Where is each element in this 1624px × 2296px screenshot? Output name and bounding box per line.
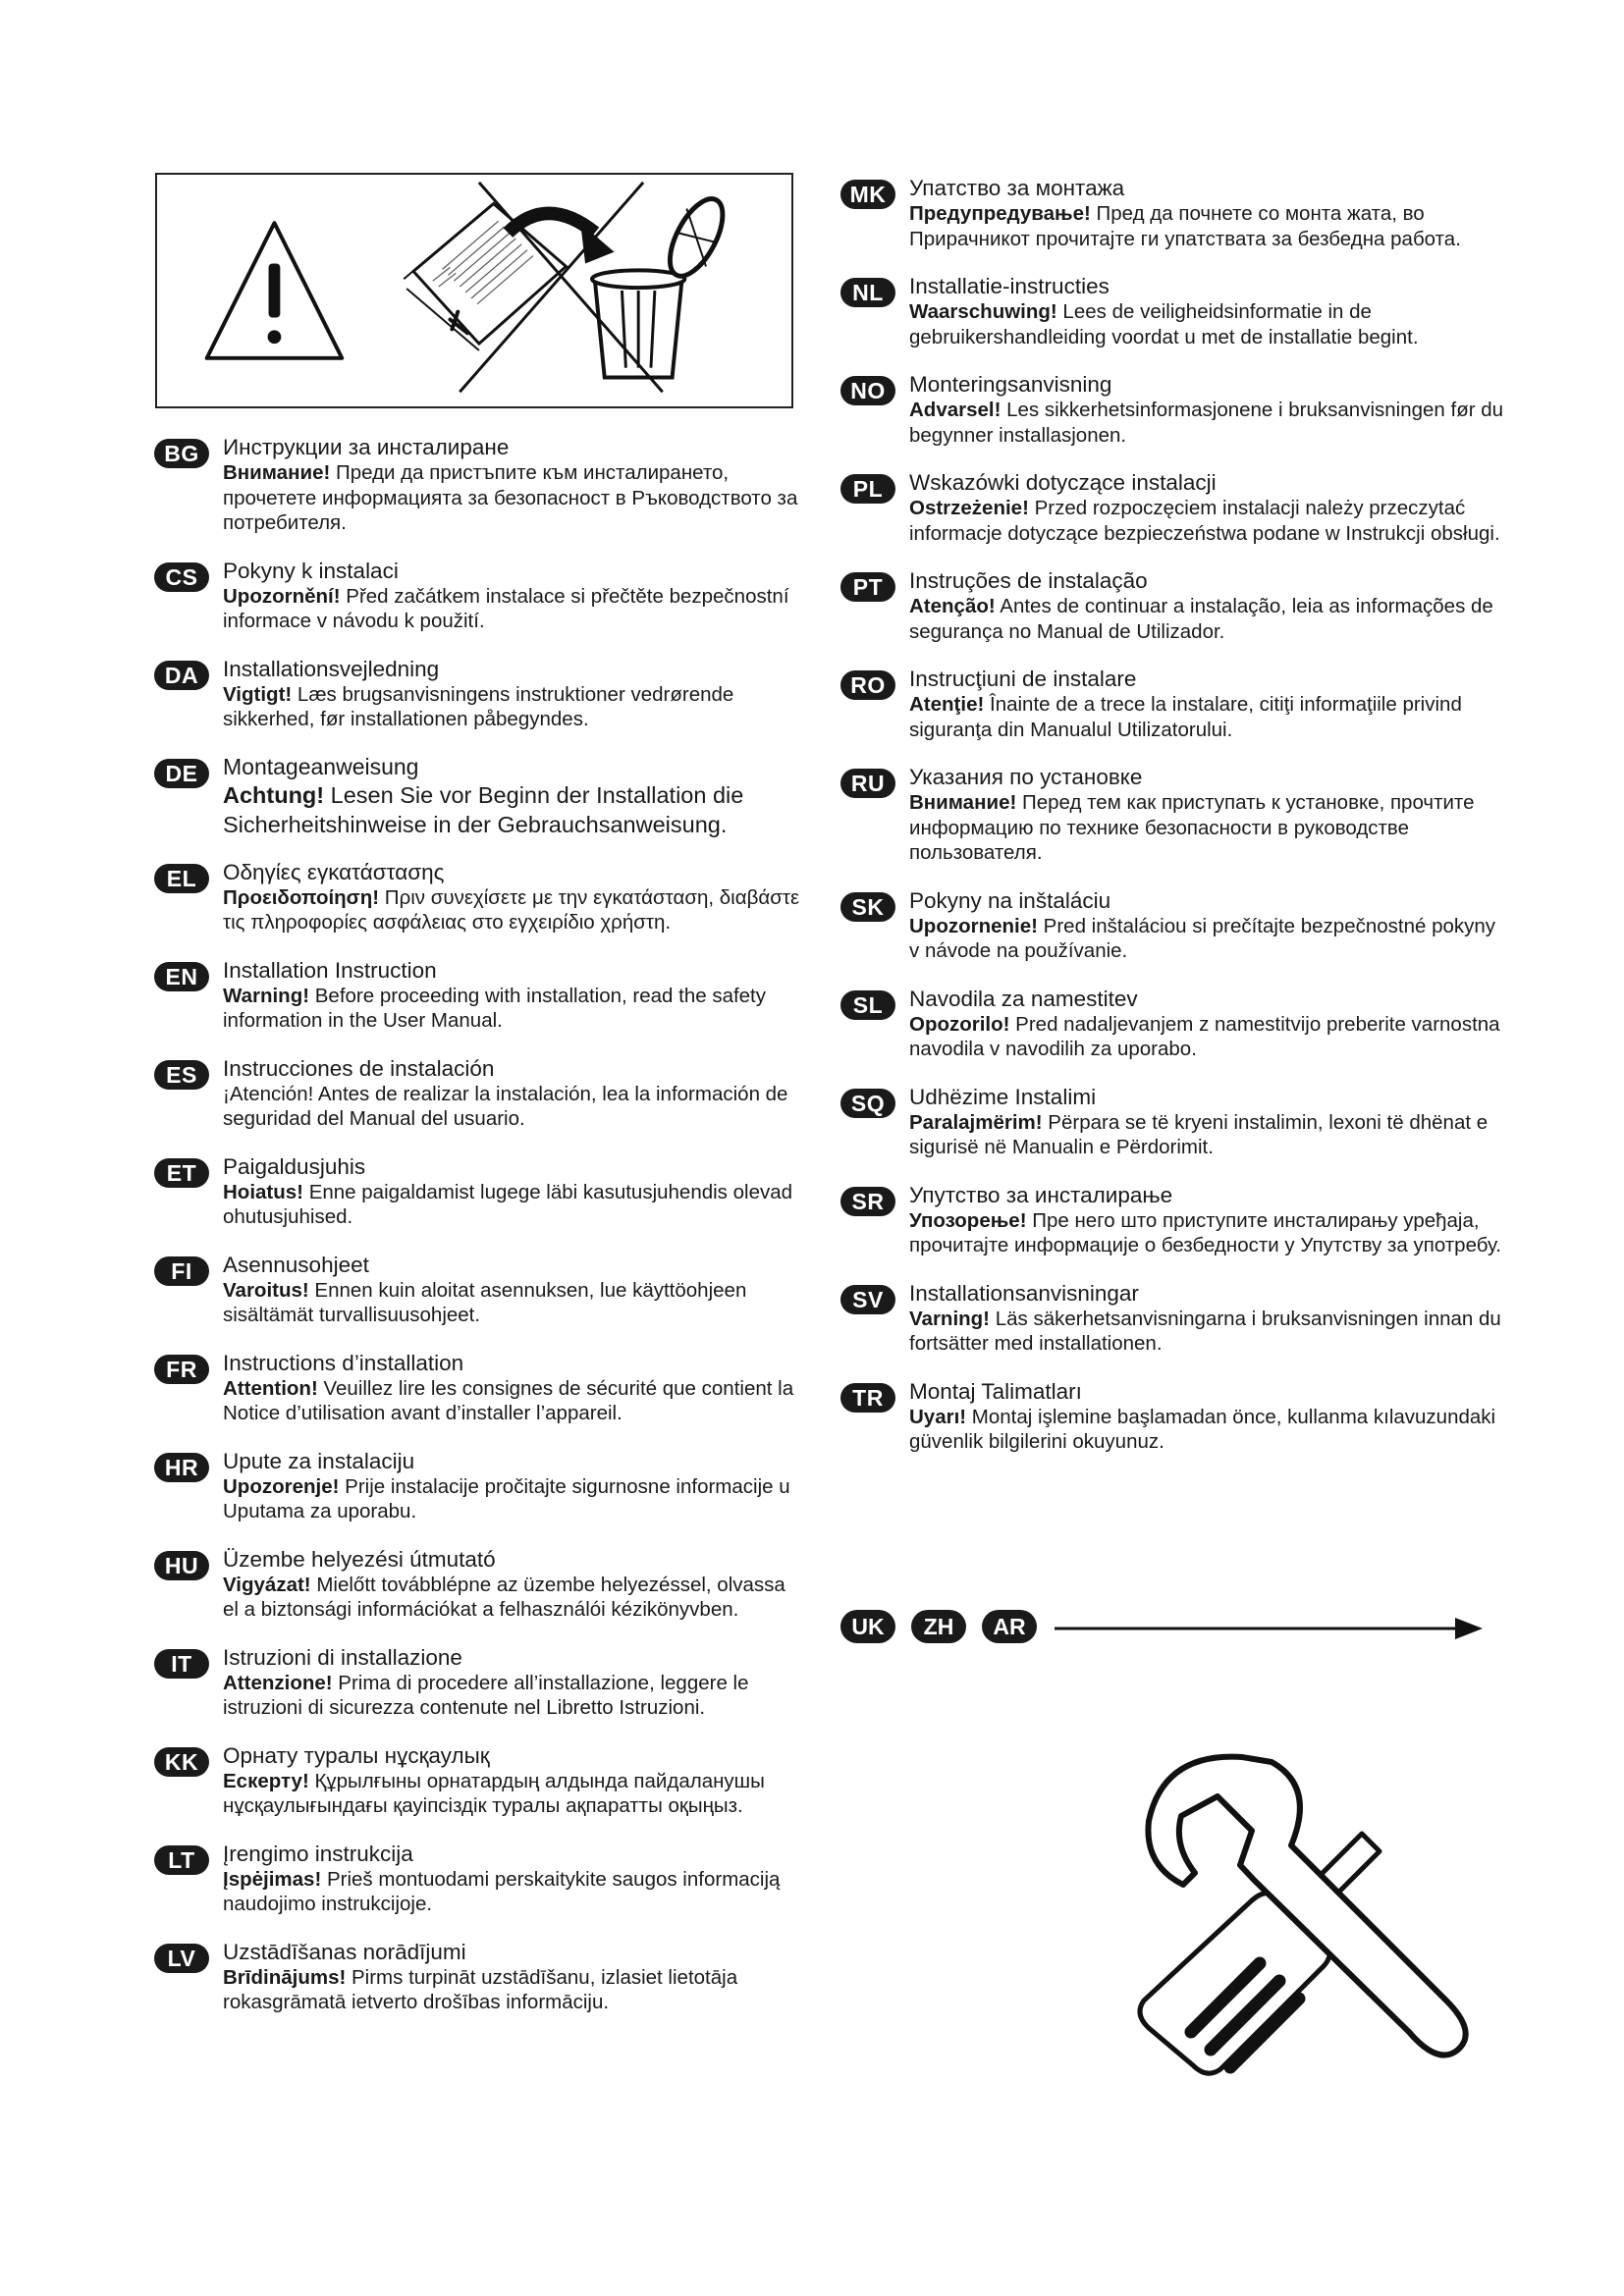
arrow-right-icon xyxy=(1055,1607,1487,1650)
instruction-entry-sl xyxy=(840,986,1508,1062)
instruction-entry-ro xyxy=(840,666,1508,742)
lang-badge-en: EN xyxy=(154,962,209,991)
instruction-entry-kk xyxy=(154,1742,802,1819)
instruction-entry-da xyxy=(154,656,802,732)
lang-badge-fr: FR xyxy=(154,1355,209,1384)
entry-body xyxy=(909,1110,1508,1160)
entry-body xyxy=(223,1671,802,1721)
other-languages xyxy=(840,1607,1489,1652)
trash-bin-icon xyxy=(592,190,733,377)
entry-title: Указания по установке xyxy=(909,765,1143,789)
entry-body xyxy=(223,1573,802,1623)
warning-lead: Opozorilo! xyxy=(909,1012,1010,1036)
entry-body xyxy=(909,496,1508,546)
instructions-right-column xyxy=(840,175,1508,1455)
warning-text: Πριν συνεχίσετε με την εγκατάσταση, διαβάστε τις πληροφορίες ασφάλειας στο εγχειρίδιο χρήστη. xyxy=(223,885,800,934)
entry-body xyxy=(223,1474,802,1524)
lang-badge-hr: HR xyxy=(154,1453,209,1482)
entry-title: Montageanweisung xyxy=(223,753,419,779)
instruction-entry-el xyxy=(154,859,802,935)
warning-lead: Attention! xyxy=(223,1376,318,1400)
instruction-entry-de xyxy=(154,754,802,839)
warning-text: Prije instalacije pročitajte sigurnosne informacije u Uputama za uporabu. xyxy=(223,1474,790,1522)
entry-body xyxy=(909,1307,1508,1357)
instruction-entry-fi xyxy=(154,1252,802,1328)
entry-title: Instruções de instalação xyxy=(909,568,1148,593)
entry-title: Упутство за инсталирање xyxy=(909,1182,1173,1207)
entry-body xyxy=(223,1082,802,1132)
lang-badge-ru: RU xyxy=(840,769,895,798)
lang-badge-sr: SR xyxy=(840,1187,895,1216)
instruction-entry-it xyxy=(154,1644,802,1721)
warning-text: Құрылғыны орнатардың алдында пайдаланушы нұсқаулығындағы қауіпсіздік туралы ақпаратты оқыңыз. xyxy=(223,1769,765,1817)
entry-title: Istruzioni di installazione xyxy=(223,1644,462,1670)
entry-body xyxy=(909,790,1508,866)
warning-text: Преди да пристъпите към инсталирането, прочетете информацията за безопасност в Ръководството за потребителя. xyxy=(223,461,798,534)
warning-lead: Προειδοποίηση! xyxy=(223,885,380,909)
entry-body xyxy=(909,201,1508,251)
entry-body xyxy=(223,1867,802,1917)
warning-text: Mielőtt továbblépne az üzembe helyezéssel, olvassa el a biztonsági információkat a felhasználói kézikönyvben. xyxy=(223,1573,785,1621)
warning-text: Läs säkerhetsanvisningarna i bruksanvisningen innan du fortsätter med installationen. xyxy=(909,1307,1501,1355)
warning-lead: Waarschuwing! xyxy=(909,300,1057,323)
warning-lead: Advarsel! xyxy=(909,399,1001,421)
warning-text: Montaj işlemine başlamadan önce, kullanma kılavuzundaki güvenlik bilgilerini okuyunuz. xyxy=(909,1405,1496,1453)
entry-title: Udhëzime Instalimi xyxy=(909,1084,1097,1109)
instruction-entry-lv xyxy=(154,1939,802,2015)
lang-badge-el: EL xyxy=(154,864,209,893)
warning-lead: Varoitus! xyxy=(223,1278,309,1302)
instruction-entry-et xyxy=(154,1153,802,1230)
instruction-entry-en xyxy=(154,957,802,1034)
instruction-entry-mk xyxy=(840,175,1508,251)
lang-badge-pt: PT xyxy=(840,572,895,602)
entry-title: Asennusohjeet xyxy=(223,1252,369,1277)
warning-text: Antes de continuar a instalação, leia as informações de segurança no Manual de Utilizador. xyxy=(909,595,1493,643)
warning-text: Enne paigaldamist lugege läbi kasutusjuhendis olevad ohutusjuhised. xyxy=(223,1180,793,1228)
warning-lead: Brīdinājums! xyxy=(223,1965,347,1989)
entry-body xyxy=(909,692,1508,742)
lang-badge-bg: BG xyxy=(154,439,209,468)
entry-body xyxy=(223,984,802,1034)
lang-badge-zh: ZH xyxy=(911,1610,966,1643)
instruction-entry-nl xyxy=(840,273,1508,349)
entry-title: Installation Instruction xyxy=(223,957,437,983)
warning-lead: Внимание! xyxy=(909,791,1017,814)
entry-title: Орнату туралы нұсқаулық xyxy=(223,1742,490,1768)
instruction-entry-pt xyxy=(840,567,1508,644)
entry-body xyxy=(223,584,802,634)
warning-lead: Atenção! xyxy=(909,595,996,617)
manual-booklet-icon xyxy=(404,204,566,350)
entry-title: Upute za instalaciju xyxy=(223,1448,415,1473)
entry-body xyxy=(909,1012,1508,1062)
lang-badge-sk: SK xyxy=(840,892,895,922)
lang-badge-de: DE xyxy=(154,759,209,788)
lang-badge-nl: NL xyxy=(840,278,895,307)
entry-title: Uzstādīšanas norādījumi xyxy=(223,1939,466,1964)
entry-title: Οδηγίες εγκατάστασης xyxy=(223,859,445,884)
instruction-entry-no xyxy=(840,371,1508,448)
lang-badge-es: ES xyxy=(154,1060,209,1090)
entry-title: Paigaldusjuhis xyxy=(223,1153,366,1179)
warning-lead: Hoiatus! xyxy=(223,1180,303,1203)
warning-text: Lesen Sie vor Beginn der Installation die Sicherheitshinweise in der Gebrauchsanweisung. xyxy=(223,781,744,837)
entry-title: Monteringsanvisning xyxy=(909,372,1112,397)
entry-body xyxy=(223,885,802,935)
instruction-entry-sv xyxy=(840,1280,1508,1357)
lang-badge-lv: LV xyxy=(154,1944,209,1973)
entry-body xyxy=(223,1376,802,1426)
warning-lead: Ostrzeżenie! xyxy=(909,497,1029,519)
warning-lead: Attenzione! xyxy=(223,1671,333,1694)
lang-badge-sv: SV xyxy=(840,1285,895,1314)
warning-lead: Upozornění! xyxy=(223,584,341,608)
warning-text: Before proceeding with installation, read the safety information in the User Manual. xyxy=(223,984,767,1032)
warning-lead: Uyarı! xyxy=(909,1405,967,1428)
entry-title: Instrucciones de instalación xyxy=(223,1055,495,1081)
warning-lead: Vigtigt! xyxy=(223,682,293,706)
entry-body xyxy=(223,682,802,732)
entry-title: Üzembe helyezési útmutató xyxy=(223,1546,496,1572)
instruction-entry-es xyxy=(154,1055,802,1132)
warning-text: Pirms turpināt uzstādīšanu, izlasiet lietotāja rokasgrāmatā ietverto drošības informāciju. xyxy=(223,1965,738,2013)
warning-text: Læs brugsanvisningens instruktioner vedrørende sikkerhed, før installationen påbegyndes. xyxy=(223,682,734,730)
lang-badge-uk: UK xyxy=(840,1610,895,1643)
instruction-entry-hu xyxy=(154,1546,802,1623)
warning-text: Prima di procedere all’installazione, leggere le istruzioni di sicurezza contenute nel Libretto Istruzioni. xyxy=(223,1671,749,1719)
warning-pictogram xyxy=(155,173,793,408)
entry-body xyxy=(909,1208,1508,1258)
entry-body xyxy=(223,1965,802,2015)
instruction-entry-hr xyxy=(154,1448,802,1524)
instruction-entry-sq xyxy=(840,1084,1508,1160)
wrench-screwdriver-icon xyxy=(1105,1737,1478,2120)
warning-text: Pred nadaljevanjem z namestitvijo preberite varnostna navodila v navodilih za uporabo. xyxy=(909,1012,1500,1060)
warning-text: Înainte de a trece la instalare, citiţi informaţiile privind siguranţa din Manualul Utilizatorului. xyxy=(909,693,1462,741)
warning-lead: Vigyázat! xyxy=(223,1573,311,1596)
warning-lead: Ескерту! xyxy=(223,1769,309,1792)
instruction-entry-tr xyxy=(840,1378,1508,1455)
warning-text: Пред да почнете со монта жата, во Прирачникот прочитајте ги упатствата за безбедна работа. xyxy=(909,202,1461,250)
instruction-entry-lt xyxy=(154,1841,802,1917)
warning-lead: Warning! xyxy=(223,984,310,1007)
entry-body xyxy=(909,299,1508,349)
warning-lead: Внимание! xyxy=(223,461,331,484)
warning-text: Les sikkerhetsinformasjonene i bruksanvisningen før du begynner installasjonen. xyxy=(909,399,1504,447)
entry-body xyxy=(909,398,1508,448)
warning-text: Përpara se të kryeni instalimin, lexoni të dhënat e sigurisë në Manualin e Përdorimit. xyxy=(909,1110,1489,1158)
warning-text: Lees de veiligheidsinformatie in de gebruikershandleiding voordat u met de installatie begint. xyxy=(909,300,1419,348)
entry-title: Instrucţiuni de instalare xyxy=(909,667,1137,691)
lang-badge-pl: PL xyxy=(840,474,895,504)
lang-badge-fi: FI xyxy=(154,1256,209,1286)
entry-body xyxy=(223,1180,802,1230)
warning-text: ¡Atención! Antes de realizar la instalación, lea la información de seguridad del Manual del usuario. xyxy=(223,1082,788,1130)
warning-lead: Предупредување! xyxy=(909,202,1091,225)
crossed-manual-bin-icon xyxy=(157,175,791,406)
warning-lead: Atenţie! xyxy=(909,693,985,716)
entry-title: Wskazówki dotyczące instalacji xyxy=(909,470,1217,495)
entry-title: Pokyny na inštaláciu xyxy=(909,887,1111,913)
entry-title: Упатство за монтажа xyxy=(909,176,1125,200)
warning-lead: Upozorenje! xyxy=(223,1474,340,1498)
warning-text: Ennen kuin aloitat asennuksen, lue käyttöohjeen sisältämät turvallisuusohjeet. xyxy=(223,1278,747,1326)
lang-badge-kk: KK xyxy=(154,1747,209,1777)
instruction-entry-sr xyxy=(840,1182,1508,1258)
entry-title: Pokyny k instalaci xyxy=(223,558,399,583)
warning-text: Před začátkem instalace si přečtěte bezpečnostní informace v návodu k použití. xyxy=(223,584,789,632)
warning-triangle-icon xyxy=(207,223,343,358)
lang-badge-it: IT xyxy=(154,1649,209,1679)
instruction-entry-ru xyxy=(840,764,1508,866)
warning-text: Przed rozpoczęciem instalacji należy przeczytać informacje dotyczące bezpieczeństwa podane w Instrukcji obsługi. xyxy=(909,497,1500,545)
entry-title: Instructions d’installation xyxy=(223,1350,464,1375)
lang-badge-sq: SQ xyxy=(840,1089,895,1118)
lang-badge-no: NO xyxy=(840,376,895,405)
entry-body xyxy=(223,460,802,536)
lang-badge-ar: AR xyxy=(982,1610,1037,1643)
lang-badge-sl: SL xyxy=(840,990,895,1020)
warning-lead: Achtung! xyxy=(223,781,325,808)
lang-badge-ro: RO xyxy=(840,670,895,700)
warning-text: Pred inštaláciou si prečítajte bezpečnostné pokyny v návode na používanie. xyxy=(909,914,1496,962)
entry-body xyxy=(223,1278,802,1328)
entry-body xyxy=(909,1405,1508,1455)
warning-lead: Varning! xyxy=(909,1307,991,1330)
warning-lead: Įspėjimas! xyxy=(223,1867,322,1891)
warning-lead: Paralajmërim! xyxy=(909,1110,1043,1134)
warning-lead: Upozornenie! xyxy=(909,914,1038,937)
entry-body xyxy=(223,1769,802,1819)
warning-text: Veuillez lire les consignes de sécurité que contient la Notice d’utilisation avant d’installer l’appareil. xyxy=(223,1376,794,1424)
entry-body xyxy=(909,594,1508,644)
entry-body xyxy=(223,780,802,839)
instruction-entry-pl xyxy=(840,469,1508,546)
entry-title: Įrengimo instrukcija xyxy=(223,1841,413,1866)
lang-badge-lt: LT xyxy=(154,1845,209,1875)
entry-title: Montaj Talimatları xyxy=(909,1378,1082,1404)
instruction-entry-bg xyxy=(154,434,802,536)
lang-badge-hu: HU xyxy=(154,1551,209,1580)
entry-title: Installationsvejledning xyxy=(223,656,440,681)
entry-title: Installatie-instructies xyxy=(909,274,1110,298)
entry-title: Navodila za namestitev xyxy=(909,986,1138,1011)
instructions-left-column xyxy=(154,434,802,2015)
lang-badge-mk: MK xyxy=(840,180,895,209)
lang-badge-cs: CS xyxy=(154,562,209,592)
instruction-entry-sk xyxy=(840,887,1508,964)
lang-badge-da: DA xyxy=(154,661,209,690)
warning-lead: Упозорење! xyxy=(909,1208,1027,1232)
warning-text: Пре него што приступите инсталирању уређаја, прочитајте информације о безбедности у Упутству за употребу. xyxy=(909,1208,1501,1256)
lang-badge-et: ET xyxy=(154,1158,209,1188)
warning-text: Перед тем как приступать к установке, прочтите информацию по технике безопасности в руководстве пользователя. xyxy=(909,791,1475,864)
entry-title: Инструкции за инсталиране xyxy=(223,435,510,459)
entry-title: Installationsanvisningar xyxy=(909,1280,1139,1306)
instruction-entry-cs xyxy=(154,558,802,634)
entry-body xyxy=(909,914,1508,964)
instruction-entry-fr xyxy=(154,1350,802,1426)
lang-badge-tr: TR xyxy=(840,1383,895,1413)
warning-text: Prieš montuodami perskaitykite saugos informaciją naudojimo instrukcijoje. xyxy=(223,1867,781,1915)
